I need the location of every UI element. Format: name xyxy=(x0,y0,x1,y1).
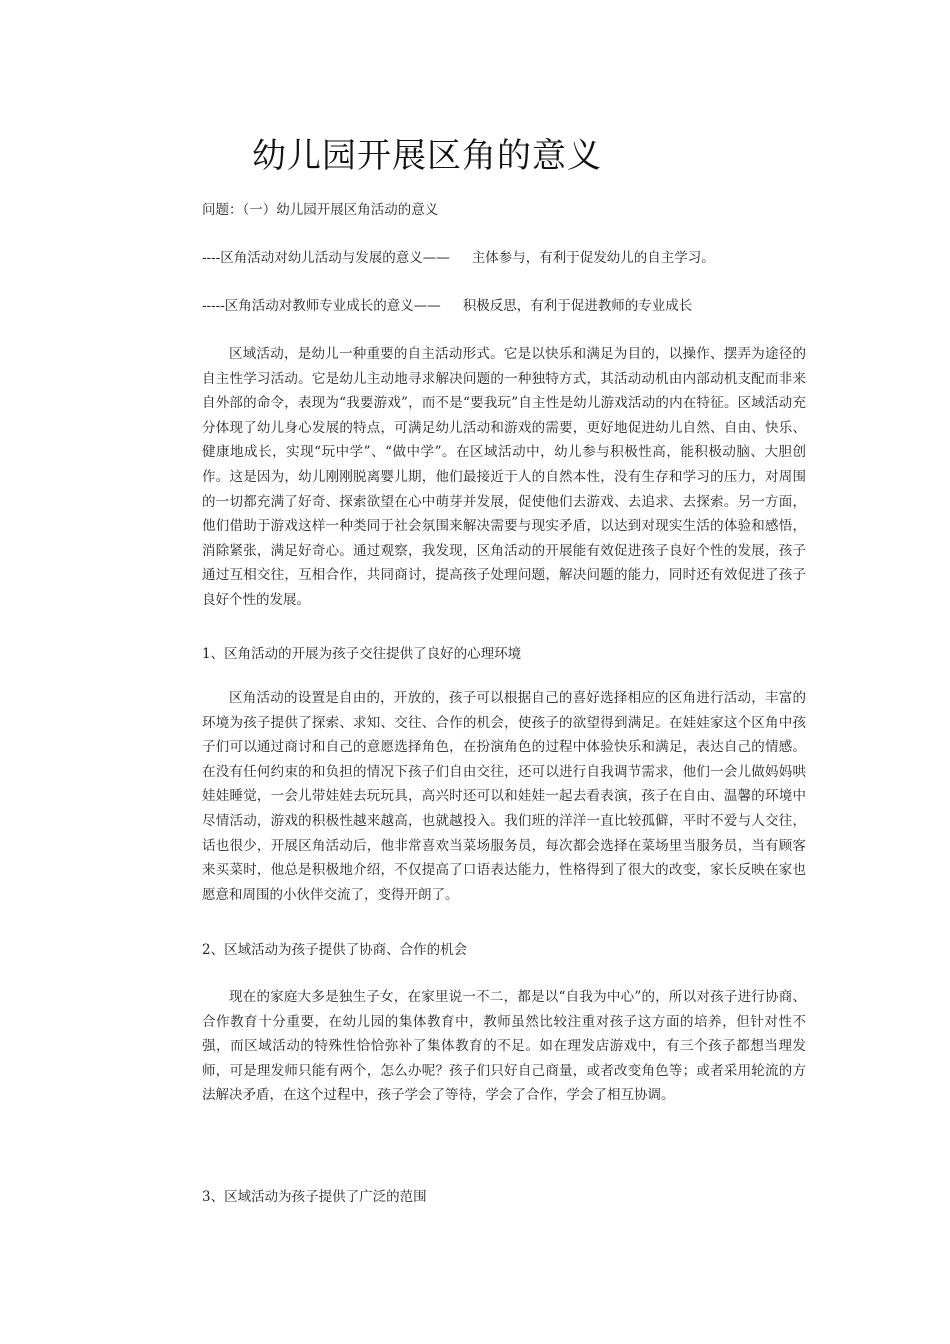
document-title: 幼儿园开展区角的意义 xyxy=(252,136,602,176)
question-line: 问题：（一）幼儿园开展区角活动的意义 xyxy=(202,202,439,218)
section-2-body: 现在的家庭大多是独生子女，在家里说一不二，都是以“自我为中心”的，所以对孩子进行协商、合作教育十分重要，在幼儿园的集体教育中，教师虽然比较注重对孩子这方面的培养，但针对性不强，而区域活动的特殊性恰恰弥补了集体教育的不足。如在理发店游戏中，有三个孩子都想当理发师，可是理发师只能有两个，怎么办呢？孩子们只好自己商量，或者改变角色等；或者采用轮流的方法解决矛盾，在这个过程中，孩子学会了等待，学会了合作，学会了相互协调。 xyxy=(202,989,806,1104)
intro-paragraph: 区域活动，是幼儿一种重要的自主活动形式。它是以快乐和满足为目的，以操作、摆弄为途径的自主性学习活动。它是幼儿主动地寻求解决问题的一种独特方式，其活动动机由内部动机支配而非来自外部的命令，表现为“我要游戏”，而不是“要我玩”自主性是幼儿游戏活动的内在特征。区域活动充分体现了幼儿身心发展的特点，可满足幼儿活动和游戏的需要，更好地促进幼儿自然、自由、快乐、健康地成长，实现“玩中学”、“做中学”。在区域活动中，幼儿参与积极性高，能积极动脑、大胆创作。这是因为，幼儿刚刚脱离婴儿期，他们最接近于人的自然本性，没有生存和学习的压力，对周围的一切都充满了好奇、探索欲望在心中萌芽并发展，促使他们去游戏、去追求、去探索。另一方面，他们借助于游戏这样一种类同于社会氛围来解决需要与现实矛盾，以达到对现实生活的体验和感悟，消除紧张，满足好奇心。通过观察，我发现，区角活动的开展能有效促进孩子良好个性的发展，孩子通过互相交往，互相合作，共同商讨，提高孩子处理问题，解决问题的能力，同时还有效促进了孩子良好个性的发展。 xyxy=(202,346,806,608)
point-2-label: -----区角活动对教师专业成长的意义—— xyxy=(202,298,441,314)
point-1-label: ----区角活动对幼儿活动与发展的意义—— xyxy=(202,250,450,266)
section-1-body: 区角活动的设置是自由的，开放的，孩子可以根据自己的喜好选择相应的区角进行活动，丰富的环境为孩子提供了探索、求知、交往、合作的机会，使孩子的欲望得到满足。在娃娃家这个区角中孩子们可以通过商讨和自己的意愿选择角色，在扮演角色的过程中体验快乐和满足，表达自己的情感。在没有任何约束的和负担的情况下孩子们自由交往，还可以进行自我调节需求，他们一会儿做妈妈哄娃娃睡觉，一会儿带娃娃去玩玩具，高兴时还可以和娃娃一起去看表演，孩子在自由、温馨的环境中尽情活动，游戏的积极性越来越高，也就越投入。我们班的洋洋一直比较孤僻，平时不爱与人交往，话也很少，开展区角活动后，他非常喜欢当菜场服务员，每次都会选择在菜场里当服务员，当有顾客来买菜时，他总是积极地介绍，不仅提高了口语表达能力，性格得到了很大的改变，家长反映在家也愿意和周围的小伙伴交流了，变得开朗了。 xyxy=(202,690,806,903)
section-1-heading: 1、区角活动的开展为孩子交往提供了良好的心理环境 xyxy=(202,646,522,662)
point-1-text: 主体参与，有利于促发幼儿的自主学习。 xyxy=(471,250,715,266)
point-line-2 xyxy=(202,294,692,314)
section-3-heading: 3、区域活动为孩子提供了广泛的范围 xyxy=(202,1189,427,1205)
section-2-heading: 2、区域活动为孩子提供了协商、合作的机会 xyxy=(202,942,468,958)
point-line-1 xyxy=(202,246,715,266)
point-2-text: 积极反思，有利于促进教师的专业成长 xyxy=(462,298,693,314)
